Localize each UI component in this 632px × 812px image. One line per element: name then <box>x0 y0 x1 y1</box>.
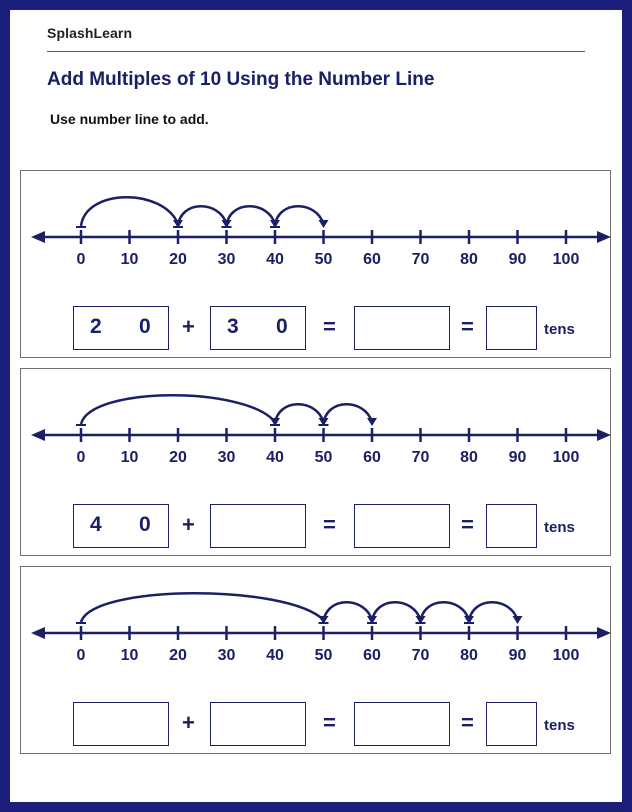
jump-arc <box>81 197 178 226</box>
jump-arc <box>324 404 373 424</box>
equals-sign: = <box>461 314 474 339</box>
tick-label: 10 <box>120 449 139 466</box>
number-line-3 <box>21 567 612 677</box>
number-line-1 <box>21 171 612 281</box>
tick-label: 20 <box>169 449 187 466</box>
tick-label: 30 <box>217 647 236 664</box>
jump-arc <box>372 602 421 622</box>
jump-arc <box>275 206 324 226</box>
tick-label: 10 <box>120 251 139 268</box>
brand-logo: SplashLearn <box>47 25 133 41</box>
equals-sign: = <box>323 710 336 735</box>
addend-2-ones-digit: 0 <box>276 315 288 338</box>
tick-label: 50 <box>314 449 333 466</box>
instruction: Use number line to add. <box>50 111 209 127</box>
left-arrow-icon <box>31 231 45 243</box>
tick-label: 100 <box>552 647 580 664</box>
tick-label: 70 <box>411 251 430 268</box>
tick-label: 100 <box>552 449 580 466</box>
equals-sign: = <box>461 512 474 537</box>
jump-arc <box>227 206 276 226</box>
problem-1 <box>20 170 611 358</box>
addend-2-box[interactable] <box>210 306 306 350</box>
jump-arrowhead-icon <box>513 616 523 624</box>
worksheet-page <box>10 10 622 802</box>
jump-arc <box>178 206 227 226</box>
tens-answer-box[interactable] <box>486 306 537 350</box>
jump-arc <box>324 602 373 622</box>
tens-answer-box[interactable] <box>486 504 537 548</box>
jump-arc <box>421 602 470 622</box>
tick-label: 0 <box>76 647 86 664</box>
plus-sign: + <box>182 512 195 537</box>
equals-sign: = <box>461 710 474 735</box>
addend-1-box[interactable] <box>73 702 169 746</box>
tens-label: tens <box>544 321 575 338</box>
tick-label: 20 <box>169 647 187 664</box>
number-line-2 <box>21 369 612 479</box>
tick-label: 50 <box>314 251 333 268</box>
tick-label: 100 <box>552 251 580 268</box>
left-arrow-icon <box>31 627 45 639</box>
equals-sign: = <box>323 512 336 537</box>
tens-label: tens <box>544 519 575 536</box>
tick-label: 60 <box>363 647 381 664</box>
tick-label: 0 <box>76 251 86 268</box>
tick-label: 80 <box>460 647 478 664</box>
sum-box[interactable] <box>354 702 450 746</box>
tick-label: 30 <box>217 251 236 268</box>
addend-1-ones-digit: 0 <box>139 513 151 536</box>
left-arrow-icon <box>31 429 45 441</box>
tick-label: 70 <box>411 647 430 664</box>
addend-2-box[interactable] <box>210 702 306 746</box>
addend-1-ones-digit: 0 <box>139 315 151 338</box>
tick-label: 20 <box>169 251 187 268</box>
jump-arc <box>469 602 518 622</box>
tick-label: 0 <box>76 449 86 466</box>
right-arrow-icon <box>597 429 611 441</box>
tick-label: 90 <box>508 647 527 664</box>
right-arrow-icon <box>597 627 611 639</box>
right-arrow-icon <box>597 231 611 243</box>
addend-1-box[interactable] <box>73 504 169 548</box>
addend-2-box[interactable] <box>210 504 306 548</box>
jump-arrowhead-icon <box>367 418 377 426</box>
tick-label: 40 <box>266 647 284 664</box>
header-divider <box>47 51 585 52</box>
tick-label: 90 <box>508 251 527 268</box>
addend-1-tens-digit: 2 <box>90 315 102 338</box>
tick-label: 90 <box>508 449 527 466</box>
tick-label: 70 <box>411 449 430 466</box>
sum-box[interactable] <box>354 306 450 350</box>
tick-label: 10 <box>120 647 139 664</box>
jump-arc <box>275 404 324 424</box>
tick-label: 80 <box>460 251 478 268</box>
addend-2-tens-digit: 3 <box>227 315 239 338</box>
problem-2 <box>20 368 611 556</box>
tick-label: 50 <box>314 647 333 664</box>
tick-label: 80 <box>460 449 478 466</box>
jump-arrowhead-icon <box>319 220 329 228</box>
addend-1-box[interactable] <box>73 306 169 350</box>
tick-label: 60 <box>363 449 381 466</box>
tick-label: 40 <box>266 449 284 466</box>
jump-arc <box>81 395 275 424</box>
tick-label: 40 <box>266 251 284 268</box>
tens-label: tens <box>544 717 575 734</box>
plus-sign: + <box>182 314 195 339</box>
sum-box[interactable] <box>354 504 450 548</box>
page-title: Add Multiples of 10 Using the Number Line <box>47 69 435 90</box>
tick-label: 60 <box>363 251 381 268</box>
plus-sign: + <box>182 710 195 735</box>
addend-1-tens-digit: 4 <box>90 513 102 536</box>
jump-arc <box>81 593 324 622</box>
equals-sign: = <box>323 314 336 339</box>
tick-label: 30 <box>217 449 236 466</box>
tens-answer-box[interactable] <box>486 702 537 746</box>
problem-3 <box>20 566 611 754</box>
